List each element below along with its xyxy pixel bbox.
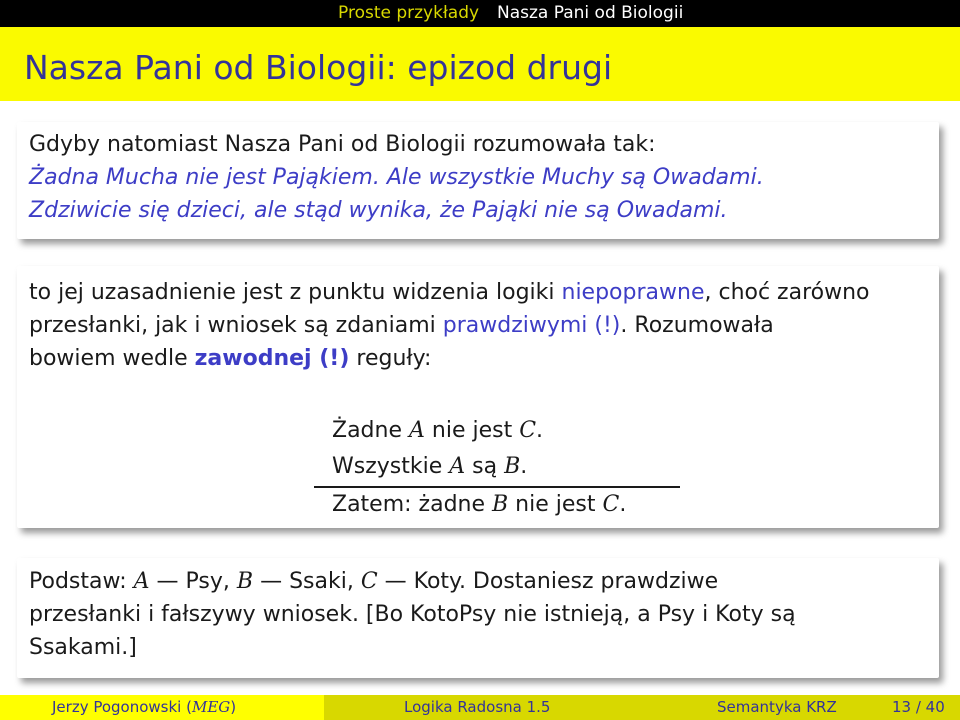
- text-span: — Psy,: [149, 569, 237, 594]
- text-span: .: [619, 492, 627, 517]
- math-var: B: [236, 569, 254, 594]
- text-span: Żadne: [332, 418, 409, 443]
- math-var: C: [360, 569, 378, 594]
- text-span: — Koty. Dostaniesz prawdziwe: [377, 569, 719, 594]
- keyword-true: prawdziwymi (!): [442, 313, 621, 338]
- math-var: B: [504, 454, 521, 479]
- text-span: .: [536, 418, 544, 443]
- keyword-incorrect: niepoprawne: [561, 280, 705, 305]
- text-span: bowiem wedle: [29, 346, 195, 371]
- premise-1: [332, 414, 543, 447]
- footer-topic-page: [642, 695, 960, 720]
- footer-bar: [0, 695, 960, 720]
- text-span: reguły:: [349, 346, 432, 371]
- frame-title-bar: [0, 27, 960, 101]
- meg-logo-text: MEG: [191, 698, 231, 716]
- nav-subsection-link[interactable]: Nasza Pani od Biologii: [497, 3, 684, 23]
- counterexample-line-2: przesłanki i fałszywy wniosek. [Bo KotoPsy nie istnieją, a Psy i Koty są: [29, 602, 796, 627]
- frame-title: Nasza Pani od Biologii: epizod drugi: [24, 48, 613, 87]
- text-span: to jej uzasadnienie jest z punktu widzenia logiki: [29, 280, 562, 305]
- text-span: , choć zarówno: [704, 280, 870, 305]
- counterexample-line-1: [29, 565, 927, 598]
- text-span: ): [230, 698, 237, 716]
- text-span: .: [520, 454, 528, 479]
- page-number: 13 / 40: [892, 698, 945, 716]
- math-var: A: [409, 418, 425, 443]
- text-span: nie jest: [424, 418, 520, 443]
- math-var: A: [449, 454, 466, 479]
- author-name: Jerzy Pogonowski (: [52, 698, 192, 716]
- explanation-block: [17, 266, 939, 528]
- explanation-line-1: [29, 276, 927, 309]
- text-span: Zatem: żadne: [332, 492, 493, 517]
- text-span: — Ssaki,: [253, 569, 361, 594]
- argument-line-2: Zdziwicie się dzieci, ale stąd wynika, że Pająki nie są Owadami.: [29, 198, 728, 223]
- explanation-line-3: [29, 342, 927, 375]
- conclusion: [332, 488, 626, 521]
- text-span: przesłanki, jak i wniosek są zdaniami: [29, 313, 443, 338]
- example-block: [17, 122, 939, 239]
- footer-topic: Semantyka KRZ: [717, 698, 837, 716]
- footer-course: Logika Radosna 1.5: [324, 695, 642, 720]
- math-var: C: [602, 492, 620, 517]
- keyword-unreliable: zawodnej (!): [194, 346, 350, 371]
- nav-section-link[interactable]: Proste przykłady: [338, 3, 480, 23]
- counterexample-line-3: Ssakami.]: [29, 635, 137, 660]
- top-navigation-bar: [0, 0, 960, 27]
- premise-2: [332, 450, 527, 483]
- math-var: B: [492, 492, 509, 517]
- counterexample-block: [17, 558, 939, 678]
- text-span: Wszystkie: [332, 454, 450, 479]
- math-var: C: [519, 418, 537, 443]
- text-span: nie jest: [508, 492, 603, 517]
- intro-line: Gdyby natomiast Nasza Pani od Biologii rozumowała tak:: [29, 132, 656, 157]
- text-span: . Rozumowała: [620, 313, 774, 338]
- text-span: Podstaw:: [29, 569, 134, 594]
- math-var: A: [133, 569, 150, 594]
- footer-author: [0, 695, 324, 720]
- text-span: są: [465, 454, 505, 479]
- argument-line-1: Żadna Mucha nie jest Pająkiem. Ale wszystkie Muchy są Owadami.: [29, 165, 764, 190]
- explanation-line-2: [29, 309, 927, 342]
